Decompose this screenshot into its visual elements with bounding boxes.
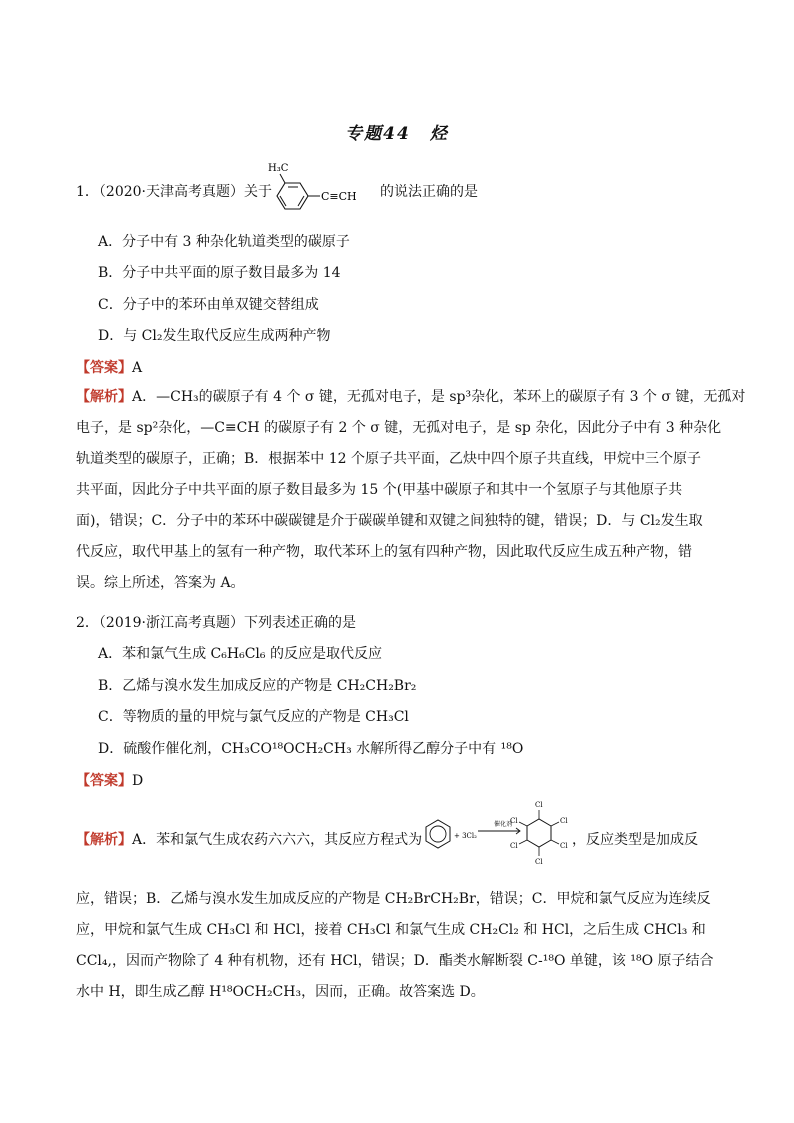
q2-option-c: C．等物质的量的甲烷与氯气反应的产物是 CH₃Cl bbox=[98, 709, 409, 725]
chlorine-label: Cl bbox=[510, 817, 518, 825]
analysis-line: 应，错误；B．乙烯与溴水发生加成反应的产物是 CH₂BrCH₂Br，错误；C．甲烷和氯气反应为连续反 bbox=[76, 891, 711, 907]
q2-option-a: A．苯和氯气生成 C₆H₆Cl₆ 的反应是取代反应 bbox=[98, 646, 382, 662]
reaction-equation bbox=[414, 796, 574, 874]
analysis-line: 代反应，取代甲基上的氢有一种产物，取代苯环上的氢有四种产物，因此取代反应生成五种产物，错 bbox=[76, 544, 692, 560]
q2-option-d: D．硫酸作催化剂，CH₃CO¹⁸OCH₂CH₃ 水解所得乙醇分子中有 ¹⁸O bbox=[98, 741, 524, 757]
q2-option-b: B．乙烯与溴水发生加成反应的产物是 CH₂CH₂Br₂ bbox=[98, 678, 417, 694]
answer-tag: 【答案】 bbox=[76, 360, 132, 376]
analysis-line: 误。综上所述，答案为 A。 bbox=[76, 575, 245, 591]
q2-analysis-first-before bbox=[76, 829, 422, 849]
chlorine-label: Cl bbox=[560, 842, 568, 850]
question-number: 1． bbox=[76, 184, 99, 200]
analysis-text: A．苯和氯气生成农药六六六，其反应方程式为 bbox=[132, 832, 423, 848]
q1-option-d: D．与 Cl₂发生取代反应生成两种产物 bbox=[98, 328, 331, 344]
catalyst-label: 催化剂 bbox=[494, 821, 513, 828]
question-text: 下列表述正确的是 bbox=[244, 615, 357, 631]
question-text-before: 关于 bbox=[244, 184, 273, 200]
chlorine-label: Cl bbox=[535, 858, 543, 866]
analysis-tag: 【解析】 bbox=[76, 389, 132, 405]
q1-option-a: A．分子中有 3 种杂化轨道类型的碳原子 bbox=[98, 234, 350, 250]
question-1-stem bbox=[76, 181, 272, 201]
analysis-line: 应，甲烷和氯气生成 CH₃Cl 和 HCl，接着 CH₃Cl 和氯气生成 CH₂Cl₂ 和 HCl，之后生成 CHCl₃ 和 bbox=[76, 922, 706, 938]
q1-analysis bbox=[76, 382, 746, 599]
analysis-tag: 【解析】 bbox=[76, 832, 132, 848]
analysis-line: 共平面，因此分子中共平面的原子数目最多为 15 个(甲基中碳原子和其中一个氢原子与其他原子共 bbox=[76, 482, 683, 498]
reagent-label: + 3Cl₂ bbox=[454, 832, 477, 840]
analysis-line: 水中 H，即生成乙醇 H¹⁸OCH₂CH₃，因而，正确。故答案选 D。 bbox=[76, 984, 485, 1000]
question-source: （2019·浙江高考真题） bbox=[98, 615, 245, 631]
analysis-line: 轨道类型的碳原子，正确；B．根据苯中 12 个原子共平面，乙炔中四个原子共直线，甲烷中三个原子 bbox=[76, 451, 702, 467]
q2-analysis bbox=[76, 884, 736, 1008]
q1-answer bbox=[76, 357, 142, 377]
molecule-structure bbox=[258, 158, 382, 218]
question-2-stem bbox=[76, 612, 356, 632]
question-source: （2020·天津高考真题） bbox=[98, 184, 245, 200]
q2-analysis-first-after: ，反应类型是加成反 bbox=[572, 832, 698, 848]
answer-tag: 【答案】 bbox=[76, 773, 132, 789]
ethynyl-label: C≡CH bbox=[321, 190, 357, 203]
q1-option-b: B．分子中共平面的原子数目最多为 14 bbox=[98, 265, 341, 281]
answer-value: D bbox=[132, 773, 144, 789]
chlorine-label: Cl bbox=[535, 801, 543, 809]
q2-answer bbox=[76, 770, 143, 790]
chlorine-label: Cl bbox=[560, 817, 568, 825]
question-number: 2． bbox=[76, 615, 99, 631]
question-text-after: 的说法正确的是 bbox=[380, 184, 478, 200]
answer-value: A bbox=[132, 360, 143, 376]
analysis-line: 电子，是 sp²杂化，—C≡CH 的碳原子有 2 个 σ 键，无孤对电子，是 sp 杂化，因此分子中有 3 种杂化 bbox=[76, 420, 722, 436]
page-title: 专题44 烃 bbox=[345, 124, 449, 144]
q1-option-c: C．分子中的苯环由单双键交替组成 bbox=[98, 297, 319, 313]
chlorine-label: Cl bbox=[510, 842, 518, 850]
analysis-line: 面)，错误；C．分子中的苯环中碳碳键是介于碳碳单键和双键之间独特的键，错误；D．与 Cl₂发生取 bbox=[76, 513, 703, 529]
analysis-line: CCl₄,，因而产物除了 4 种有机物，还有 HCl，错误；D．酯类水解断裂 C-¹⁸O 单键，该 ¹⁸O 原子结合 bbox=[76, 953, 714, 969]
methyl-label: H₃C bbox=[268, 163, 289, 174]
analysis-line: A．—CH₃的碳原子有 4 个 σ 键，无孤对电子，是 sp³杂化，苯环上的碳原子有 3 个 σ 键，无孤对 bbox=[132, 389, 746, 405]
